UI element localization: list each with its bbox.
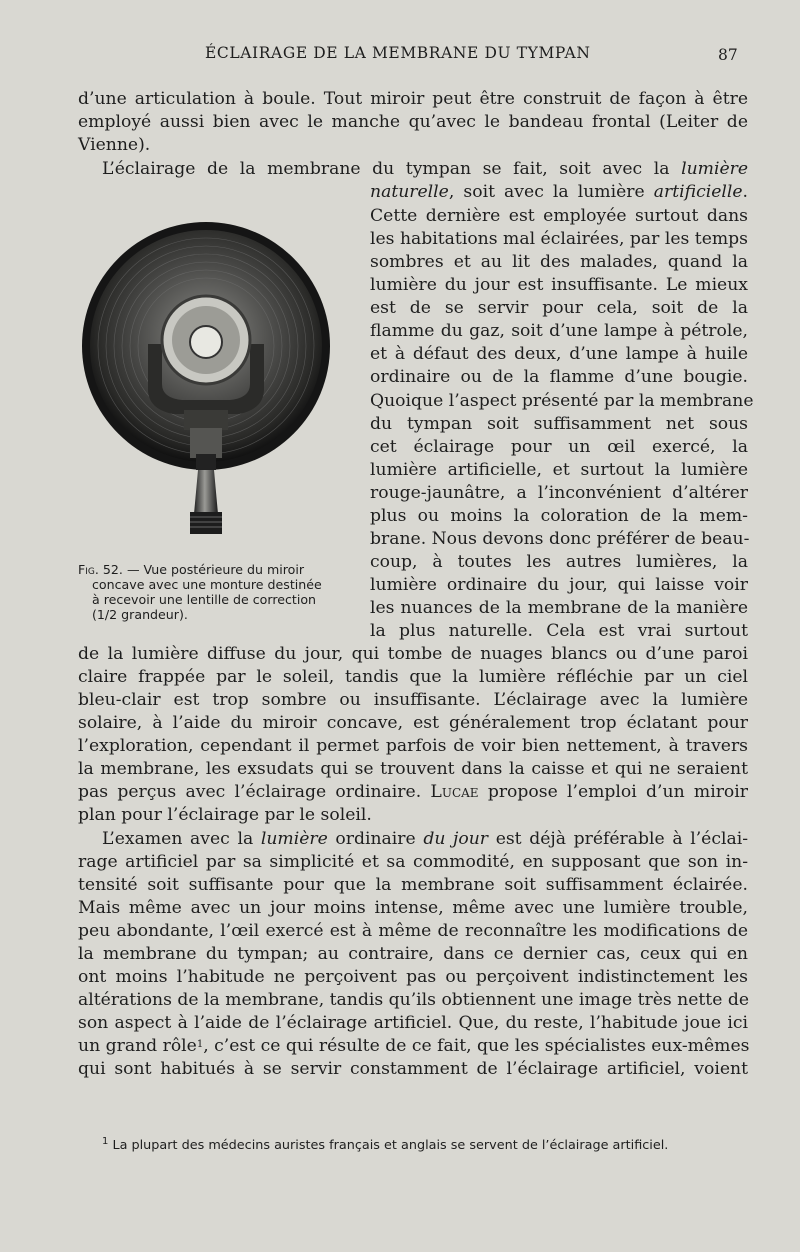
text-line: cet éclairage pour un œil exercé, la bbox=[370, 437, 748, 457]
text-line: son aspect à l’aide de l’éclairage artificiel. Que, du reste, l’habitude joue ici bbox=[78, 1013, 748, 1033]
text-line: la plus naturelle. Cela est vrai surtout bbox=[370, 621, 748, 641]
text-line: coup, à toutes les autres lumières, la bbox=[370, 552, 748, 572]
text-line: Quoique l’aspect présenté par la membrane bbox=[370, 391, 754, 411]
mount-block bbox=[184, 410, 228, 430]
text-line: pas perçus avec l’éclairage ordinaire. Lucae propose l’emploi d’un miroir bbox=[78, 782, 748, 802]
footnote-ref: 1 bbox=[196, 1039, 204, 1050]
mount-neck bbox=[190, 428, 222, 458]
text-line: Mais même avec un jour moins intense, même avec une lumière trouble, bbox=[78, 898, 748, 918]
text-line: l’exploration, cependant il permet parfois de voir bien nettement, à travers bbox=[78, 736, 748, 756]
text-line: solaire, à l’aide du miroir concave, est généralement trop éclatant pour bbox=[78, 713, 748, 733]
text-line: les nuances de la membrane de la manière bbox=[370, 598, 748, 618]
text-line: L’éclairage de la membrane du tympan se fait, soit avec la lumière bbox=[102, 159, 748, 179]
text-line: L’examen avec la lumière ordinaire du jour est déjà préférable à l’éclai- bbox=[102, 829, 749, 849]
text-line: plus ou moins la coloration de la mem- bbox=[370, 506, 748, 526]
text-line: lumière artificielle, et surtout la lumière bbox=[370, 460, 748, 480]
text-line: naturelle, soit avec la lumière artificielle. bbox=[370, 182, 749, 202]
text-line: peu abondante, l’œil exercé est à même de reconnaître les modifications de bbox=[78, 921, 748, 941]
text-line: la membrane, les exsudats qui se trouvent dans la caisse et qui ne seraient bbox=[78, 759, 748, 779]
text-line: altérations de la membrane, tandis qu’ils obtiennent une image très nette de bbox=[78, 990, 750, 1010]
text-line: employé aussi bien avec le manche qu’avec le bandeau frontal (Leiter de bbox=[78, 112, 748, 132]
text-line: lumière ordinaire du jour, qui laisse voir bbox=[370, 575, 748, 595]
text-line: d’une articulation à boule. Tout miroir peut être construit de façon à être bbox=[78, 89, 748, 109]
text-line: lumière du jour est insuffisante. Le mieux bbox=[370, 275, 748, 295]
sight-hole bbox=[190, 326, 222, 358]
joint bbox=[196, 454, 216, 470]
page-number: 87 bbox=[718, 46, 738, 64]
text-line: la membrane du tympan; au contraire, dans ce dernier cas, ceux qui en bbox=[78, 944, 748, 964]
text-line: un grand rôle$^1$, c’est ce qui résulte de ce fait, que les spécialistes eux-mêmes bbox=[78, 1036, 750, 1056]
text-line: qui sont habitués à se servir constamment de l’éclairage artificiel, voient bbox=[78, 1059, 748, 1079]
footnote: $^1$ La plupart des médecins auristes français et anglais se servent de l’éclairage artificiel. bbox=[102, 1136, 669, 1153]
text-line: bleu-clair est trop sombre ou insuffisante. L’éclairage avec la lumière bbox=[78, 690, 748, 710]
author-name: Lucae bbox=[430, 782, 479, 802]
text-line: ont moins l’habitude ne perçoivent pas ou perçoivent indistinctement les bbox=[78, 967, 748, 987]
text-line: tensité soit suffisante pour que la membrane soit suffisamment éclairée. bbox=[78, 875, 748, 895]
text-line: brane. Nous devons donc préférer de beau- bbox=[370, 529, 750, 549]
handle-stem bbox=[194, 470, 218, 514]
text-line: rage artificiel par sa simplicité et sa commodité, en supposant que son in- bbox=[78, 852, 748, 872]
running-head-title: ÉCLAIRAGE DE LA MEMBRANE DU TYMPAN bbox=[205, 44, 591, 62]
text-line: les habitations mal éclairées, par les temps bbox=[370, 229, 748, 249]
text-line: flamme du gaz, soit d’une lampe à pétrole, bbox=[370, 321, 748, 341]
handle-base bbox=[190, 512, 222, 534]
text-line: du tympan soit suffisamment net sous bbox=[370, 414, 748, 434]
text-line: claire frappée par le soleil, tandis que la lumière réfléchie par un ciel bbox=[78, 667, 748, 687]
concave-mirror-illustration bbox=[78, 214, 348, 544]
figure-caption: Fig. 52. — Vue postérieure du miroir concave avec une monture destinée à recevoir une lentille de correction (1/2 grandeur). bbox=[78, 562, 322, 622]
running-head bbox=[0, 44, 800, 74]
text-line: Cette dernière est employée surtout dans bbox=[370, 206, 748, 226]
text-line: plan pour l’éclairage par le soleil. bbox=[78, 805, 372, 825]
footnote-mark: 1 bbox=[102, 1136, 109, 1147]
figure-label: Fig. 52. bbox=[78, 562, 123, 577]
text-line: sombres et au lit des malades, quand la bbox=[370, 252, 748, 272]
text-line: de la lumière diffuse du jour, qui tombe de nuages blancs ou d’une paroi bbox=[78, 644, 748, 664]
text-line: et à défaut des deux, d’une lampe à huile bbox=[370, 344, 748, 364]
text-line: ordinaire ou de la flamme d’une bougie. bbox=[370, 367, 748, 387]
text-line: Vienne). bbox=[78, 135, 151, 155]
text-line: est de se servir pour cela, soit de la bbox=[370, 298, 748, 318]
text-line: rouge-jaunâtre, a l’inconvénient d’altérer bbox=[370, 483, 748, 503]
